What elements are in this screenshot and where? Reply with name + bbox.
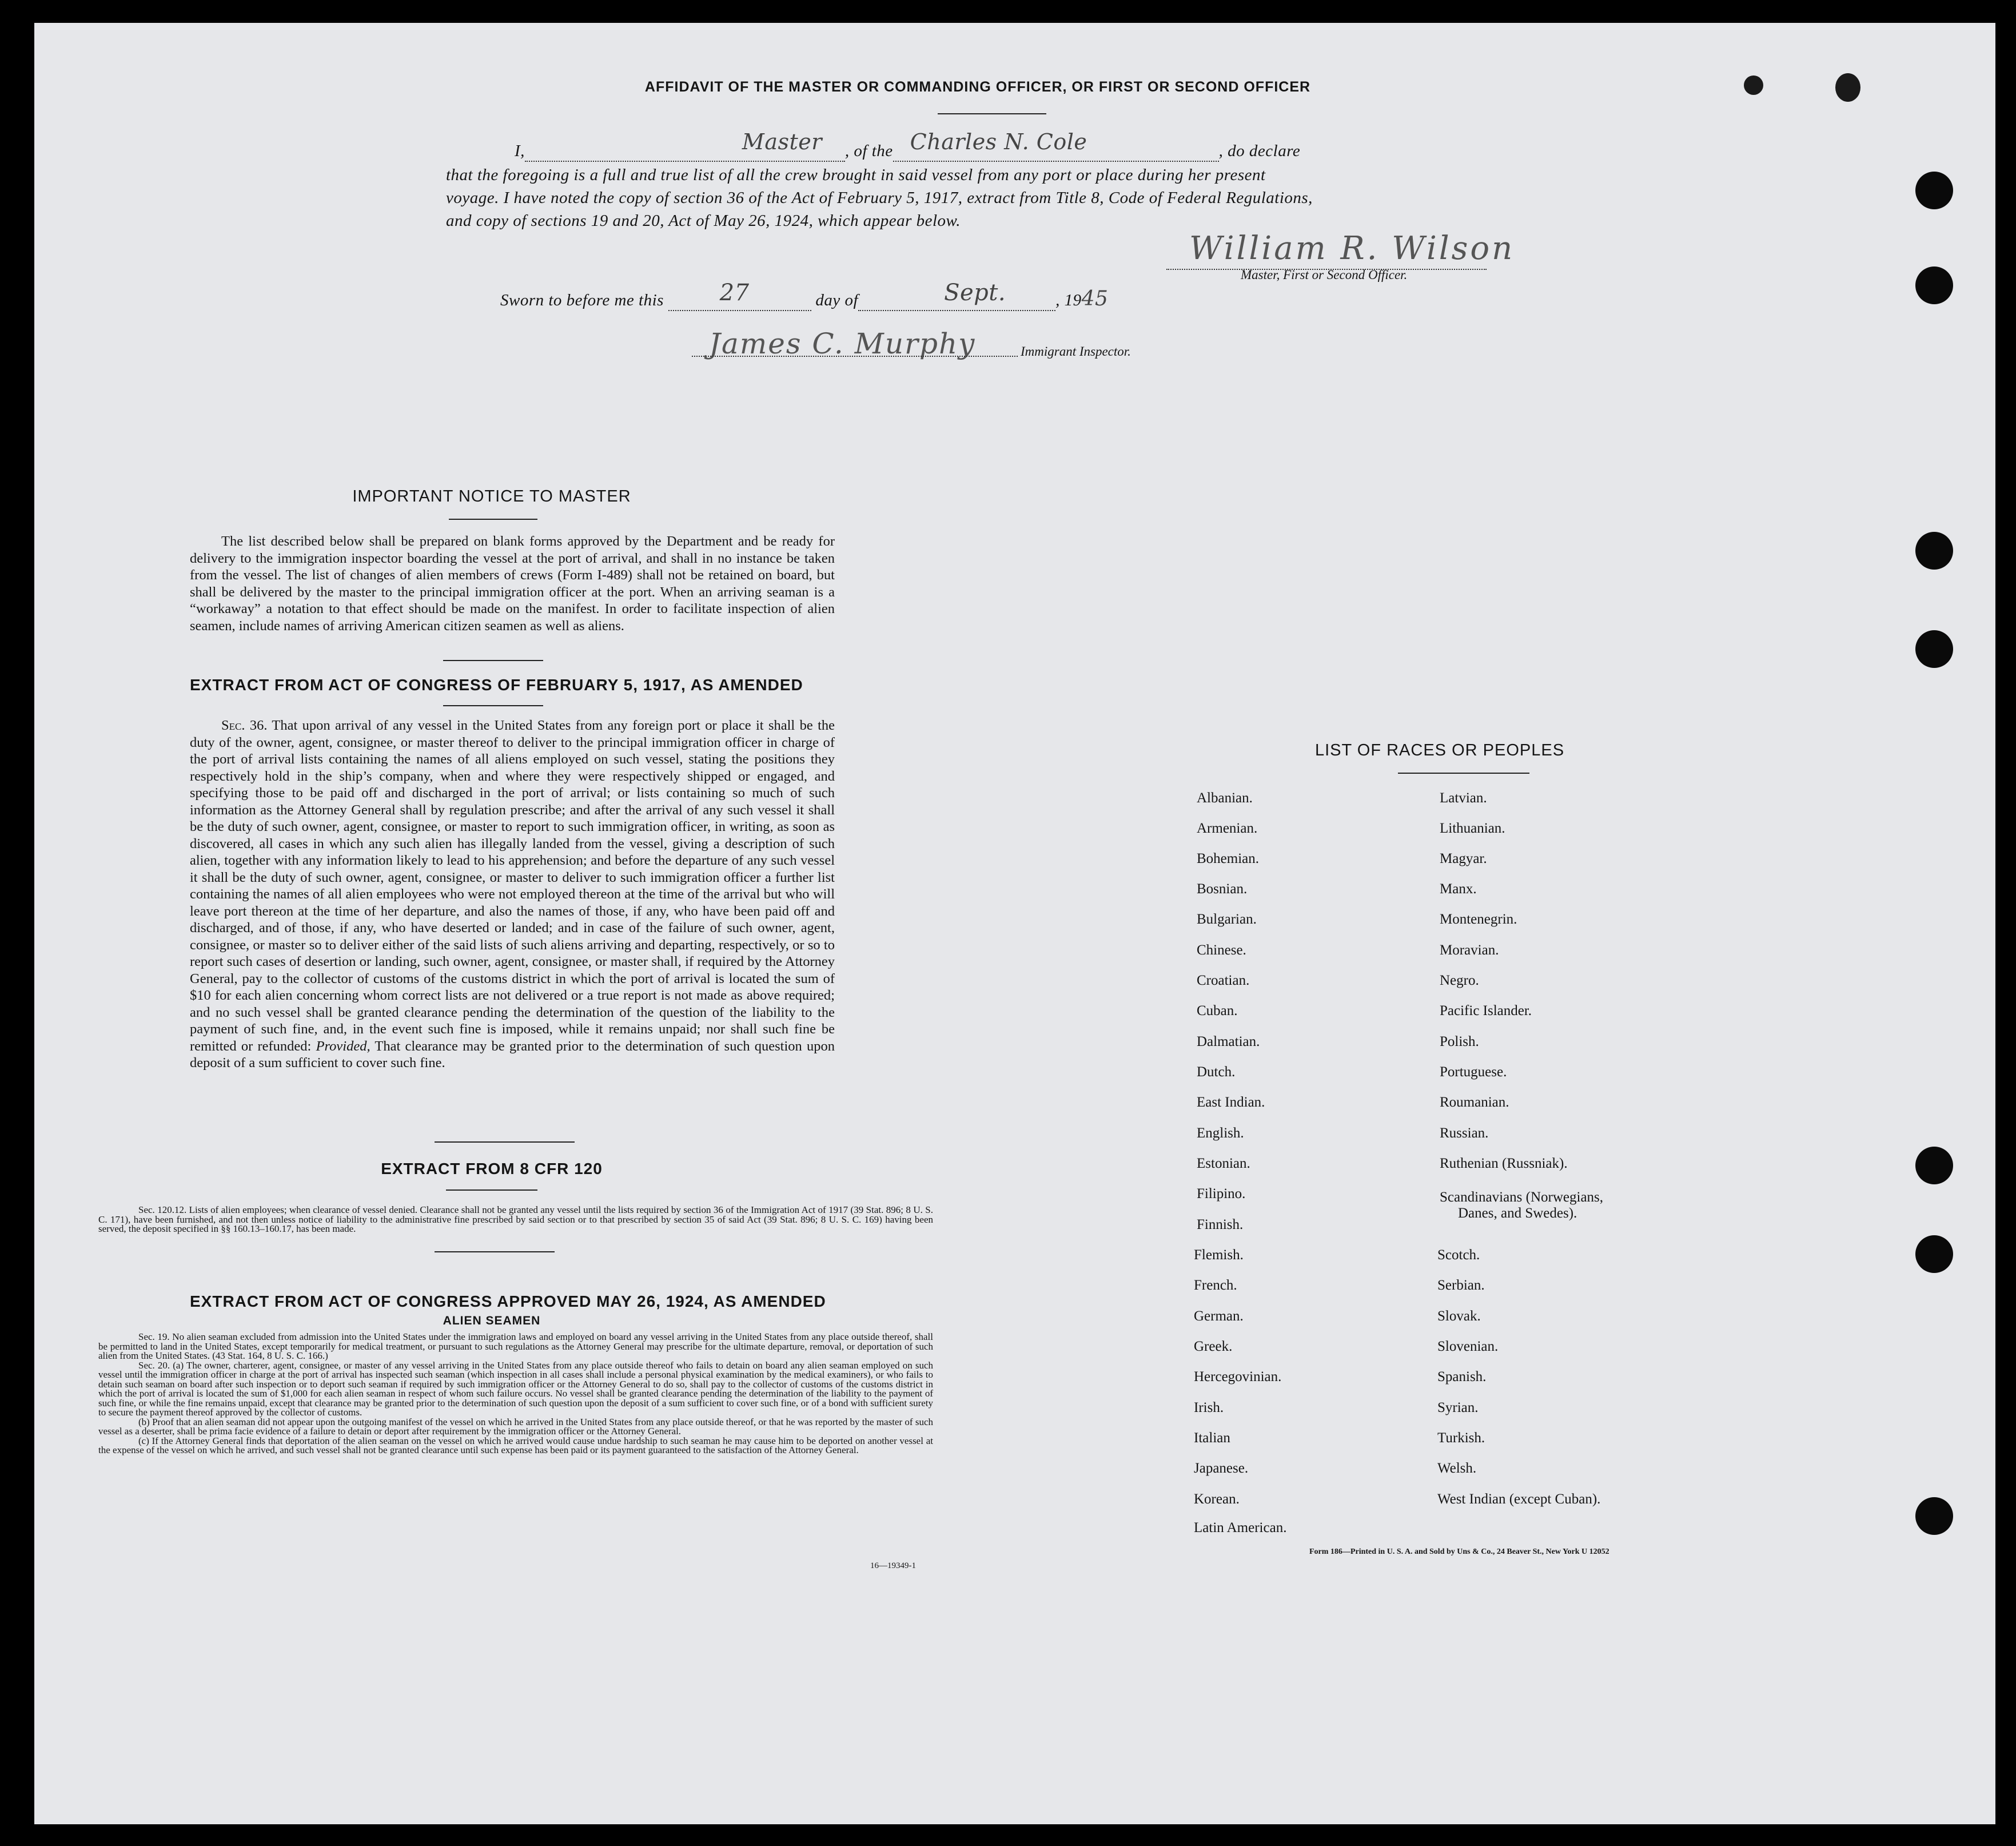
sworn-month: Sept. xyxy=(944,280,1006,306)
inspector-signature-line xyxy=(692,356,1018,357)
race-item: East Indian. xyxy=(1197,1095,1265,1110)
extract1917-body xyxy=(190,717,835,1072)
race-item: Montenegrin. xyxy=(1440,912,1517,927)
section-36-label: Sec. 36. xyxy=(221,718,268,733)
extract1917-title: EXTRACT FROM ACT OF CONGRESS OF FEBRUARY 5, 1917, AS AMENDED xyxy=(190,676,803,694)
affidavit-line1-suffix: , do declare xyxy=(1218,142,1301,160)
proviso-word: Provided, xyxy=(316,1038,370,1054)
section-36-text: That upon arrival of any vessel in the United States from any foreign port or place it shall be the duty of the owner, agent, consignee, or master thereof to deliver to the principal immigration officer in charge of the port of arrival lists containing the names of all aliens employed on such vessel, stating the positions they respectively hold in the ship’s company, when and where they were respectively shipped or engaged, and specifying those to be paid off and discharged in the port of arrival; or lists containing so much of such information as the Attorney General shall by regulation prescribe; and after the arrival of any such vessel it shall be the duty of such owner, agent, consignee, or master to report to such immigration officer, in writing, as soon as discovered, all cases in which any such alien has illegally landed from the vessel, giving a description of such alien, together with any information likely to lead to his apprehension; and before the departure of any such vessel it shall be the duty of such owner, agent, consignee, or master to deliver to such immigration officer a further list containing the names of all alien employees who were not employed thereon at the time of the arrival but who will leave port thereon at the time of her departure, and also the names of those, if any, who have been paid off and discharged, and of those, if any, who have deserted or landed; and in case of the failure of such owner, agent, consignee, or master so to deliver either of the said lists of such aliens arriving and departing, respectively, or so to report such cases of desertion or landing, such owner, agent, consignee, or master shall, if required by the Attorney General, pay to the collector of customs of the customs district in which the port of arrival is located the sum of $10 for each alien concerning whom correct lists are not delivered or a true report is not made as above required; and no such vessel shall be granted clearance pending the determination of the question of the liability to the payment of such fine, and, in the event such fine is imposed, while it remains unpaid; nor shall such fine be remitted or refunded: xyxy=(190,718,835,1054)
race-item: Magyar. xyxy=(1440,851,1487,866)
race-item: Italian xyxy=(1194,1430,1230,1446)
race-item: Slovenian. xyxy=(1437,1339,1499,1354)
race-item: Japanese. xyxy=(1194,1461,1249,1476)
race-item: Chinese. xyxy=(1197,942,1246,958)
extract1917-divider xyxy=(435,1141,575,1143)
master-caption: Master, First or Second Officer. xyxy=(1241,268,1408,282)
sworn-day-field xyxy=(668,280,811,311)
race-item: Danes, and Swedes). xyxy=(1458,1206,1577,1221)
race-item: Albanian. xyxy=(1197,790,1253,806)
extract1924-title: EXTRACT FROM ACT OF CONGRESS APPROVED MAY 26, 1924, AS AMENDED xyxy=(190,1292,826,1310)
races-title: LIST OF RACES OR PEOPLES xyxy=(1315,741,1565,759)
declaration-line2: that the foregoing is a full and true list of all the crew brought in said vessel from any port or place during her present xyxy=(446,166,1266,184)
cfr-title: EXTRACT FROM 8 CFR 120 xyxy=(381,1160,603,1177)
sworn-day: 27 xyxy=(719,280,750,306)
race-item: Polish. xyxy=(1440,1034,1479,1049)
race-item: Slovak. xyxy=(1437,1308,1481,1324)
printer-footer: Form 186—Printed in U. S. A. and Sold by Uns & Co., 24 Beaver St., New York U 12052 xyxy=(1309,1547,1609,1556)
race-item: Armenian. xyxy=(1197,821,1258,836)
race-item: German. xyxy=(1194,1308,1244,1324)
officer-title-field xyxy=(525,129,845,162)
race-item: Turkish. xyxy=(1437,1430,1485,1446)
race-item: Scotch. xyxy=(1437,1247,1480,1263)
race-item: Hercegovinian. xyxy=(1194,1369,1282,1384)
race-item: Korean. xyxy=(1194,1491,1240,1507)
race-item: Syrian. xyxy=(1437,1400,1479,1415)
race-item: Dalmatian. xyxy=(1197,1034,1260,1049)
punch-hole xyxy=(1915,266,1953,304)
notice-divider xyxy=(443,660,543,661)
sworn-line xyxy=(500,280,1109,311)
extract1924-subtitle: ALIEN SEAMEN xyxy=(443,1314,541,1327)
cfr-divider xyxy=(435,1251,555,1252)
races-title-rule xyxy=(1398,773,1529,774)
race-item: Irish. xyxy=(1194,1400,1224,1415)
sworn-year: 45 xyxy=(1081,287,1109,311)
sec20b-text: (b) Proof that an alien seaman did not appear upon the outgoing manifest of the vessel on which he arrived in the United States from any place outside thereof, or that he was reported by the master of such vessel as a deserter, shall be prima facie evidence of a failure to detain or deport after requirement by the immigration officer or the Attorney General. xyxy=(98,1416,933,1437)
race-item: Bosnian. xyxy=(1197,881,1248,897)
sec19-text: Sec. 19. No alien seaman excluded from admission into the United States under the immigration laws and employed on board any vessel arriving in the United States from any place outside thereof, shall be permitted to land in the United States, except temporarily for medical treatment, or pursuant to such regulations as the Attorney General may prescribe for the ultimate departure, removal, or deportation of such alien from the United States. (43 Stat. 164, 8 U. S. C. 166.) xyxy=(98,1331,933,1361)
punch-hole xyxy=(1915,532,1953,570)
race-item: West Indian (except Cuban). xyxy=(1437,1491,1601,1507)
section-36-paragraph xyxy=(190,717,835,1072)
inspector-signature: James C. Murphy xyxy=(709,327,976,360)
race-item: Roumanian. xyxy=(1440,1095,1509,1110)
race-item: Welsh. xyxy=(1437,1461,1477,1476)
declaration-line3: voyage. I have noted the copy of section 36 of the Act of February 5, 1917, extract from Title 8, Code of Federal Regulations, xyxy=(446,189,1313,207)
race-item: Russian. xyxy=(1440,1125,1489,1141)
declaration-line4: and copy of sections 19 and 20, Act of May 26, 1924, which appear below. xyxy=(446,212,961,230)
race-item: English. xyxy=(1197,1125,1244,1141)
officer-title-handwritten: Master xyxy=(742,129,822,154)
affidavit-title: AFFIDAVIT OF THE MASTER OR COMMANDING OFFICER, OR FIRST OR SECOND OFFICER xyxy=(644,79,1311,95)
race-item: Flemish. xyxy=(1194,1247,1244,1263)
race-item: Negro. xyxy=(1440,973,1479,988)
race-item: Bohemian. xyxy=(1197,851,1260,866)
sec20c-text: (c) If the Attorney General finds that deportation of the alien seaman on the vessel on which he arrived would cause undue hardship to such seaman he may cause him to be deported on another vessel at the expense of the vessel on which he arrived, and such vessel shall not be granted clearance until such expense has been paid or its payment guaranteed to the satisfaction of the Attorney General. xyxy=(98,1435,933,1455)
affidavit-line1 xyxy=(515,129,1544,162)
cfr-body xyxy=(98,1206,933,1234)
race-item: Finnish. xyxy=(1197,1217,1244,1232)
notice-title-rule xyxy=(449,519,537,520)
cfr-body-text: Sec. 120.12. Lists of alien employees; when clearance of vessel denied. Clearance shall not be granted any vessel until the lists required by section 36 of the Immigration Act of 1917 (39 Stat. 896; 8 U. S. C. 171), have been furnished, and not then unless notice of liability to the administrative fine prescribed by said section or to that prescribed by section 35 of said Act (39 Stat. 896; 8 U. S. C. 169) having been served, the deposit specified in §§ 160.13–160.17, has been made. xyxy=(98,1204,933,1234)
race-item: Latvian. xyxy=(1440,790,1487,806)
inspector-caption: Immigrant Inspector. xyxy=(1021,344,1131,359)
affidavit-title-rule xyxy=(938,113,1046,114)
cfr-title-rule xyxy=(446,1189,537,1191)
race-item: Latin American. xyxy=(1194,1520,1287,1535)
punch-hole xyxy=(1915,630,1953,668)
punch-hole xyxy=(1915,172,1953,209)
affidavit-line1-mid: , of the xyxy=(844,142,893,160)
proviso-text: That clearance may be granted prior to the determination of such question upon deposit of a sum sufficient to cover such fine. xyxy=(190,1038,835,1071)
document-page xyxy=(34,23,1995,1824)
sworn-day-of: day of xyxy=(815,291,859,309)
race-item: Manx. xyxy=(1440,881,1477,897)
punch-hole xyxy=(1915,1235,1953,1273)
race-item: Croatian. xyxy=(1197,973,1250,988)
race-item: Moravian. xyxy=(1440,942,1499,958)
race-item: Filipino. xyxy=(1197,1186,1246,1202)
notice-body xyxy=(190,533,835,634)
race-item: Serbian. xyxy=(1437,1278,1485,1293)
punch-hole xyxy=(1915,1497,1953,1535)
master-signature: William R. Wilson xyxy=(1189,230,1515,267)
affidavit-line1-prefix: I, xyxy=(515,142,525,160)
sworn-prefix: Sworn to before me this xyxy=(500,291,664,309)
race-item: Estonian. xyxy=(1197,1156,1250,1171)
sworn-year-prefix: , 19 xyxy=(1055,291,1082,309)
race-item: Greek. xyxy=(1194,1339,1233,1354)
sworn-month-field xyxy=(858,280,1055,311)
race-item: Spanish. xyxy=(1437,1369,1487,1384)
race-item: Ruthenian (Russniak). xyxy=(1440,1156,1568,1171)
extract1924-body xyxy=(98,1332,933,1455)
race-item: French. xyxy=(1194,1278,1237,1293)
form-number: 16—19349-1 xyxy=(870,1561,916,1570)
race-item: Lithuanian. xyxy=(1440,821,1505,836)
race-item: Portuguese. xyxy=(1440,1064,1507,1080)
vessel-name-handwritten: Charles N. Cole xyxy=(910,129,1087,154)
notice-body-text: The list described below shall be prepared on blank forms approved by the Department and be ready for delivery to the immigration inspector boarding the vessel at the port of arrival, and shall in no instance be taken from the vessel. The list of changes of alien members of crews (Form I-489) shall not be retained on board, but shall be delivered by the master to the principal immigration officer at the port. When an arriving seaman is a “workaway” a notation to that effect should be made on the manifest. In order to facilitate inspection of alien seamen, include names of arriving American citizen seamen as well as aliens. xyxy=(190,534,835,634)
race-item: Pacific Islander. xyxy=(1440,1003,1532,1019)
vessel-name-field xyxy=(893,129,1219,162)
sec20a-text: Sec. 20. (a) The owner, charterer, agent, consignee, or master of any vessel arriving in the United States from any place outside thereof who fails to detain on board any alien seaman employed on such vessel until the immigration officer in charge at the port of arrival has inspected such seaman (which inspection in all cases shall include a personal physical examination by the medical examiners), or who fails to detain such seaman on board after such inspection or to deport such seaman if required by such immigration officer or the Attorney General to do so, shall pay to the collector of customs of the customs district in which the port of arrival is located the sum of $1,000 for each alien seaman in respect of whom such failure occurs. No vessel shall be granted clearance pending the determination of the liability to the payment of such fine, or while the fine remains unpaid, except that clearance may be granted prior to the determination of such question upon the deposit of a sum sufficient to cover such fine, or of a bond with sufficient surety to secure the payment thereof approved by the collector of customs. xyxy=(98,1359,933,1418)
notice-title: IMPORTANT NOTICE TO MASTER xyxy=(352,487,631,506)
race-item: Scandinavians (Norwegians, xyxy=(1440,1189,1604,1205)
race-item: Bulgarian. xyxy=(1197,912,1257,927)
extract1917-title-rule xyxy=(443,705,543,706)
race-item: Cuban. xyxy=(1197,1003,1238,1019)
punch-hole xyxy=(1915,1147,1953,1184)
race-item: Dutch. xyxy=(1197,1064,1236,1080)
